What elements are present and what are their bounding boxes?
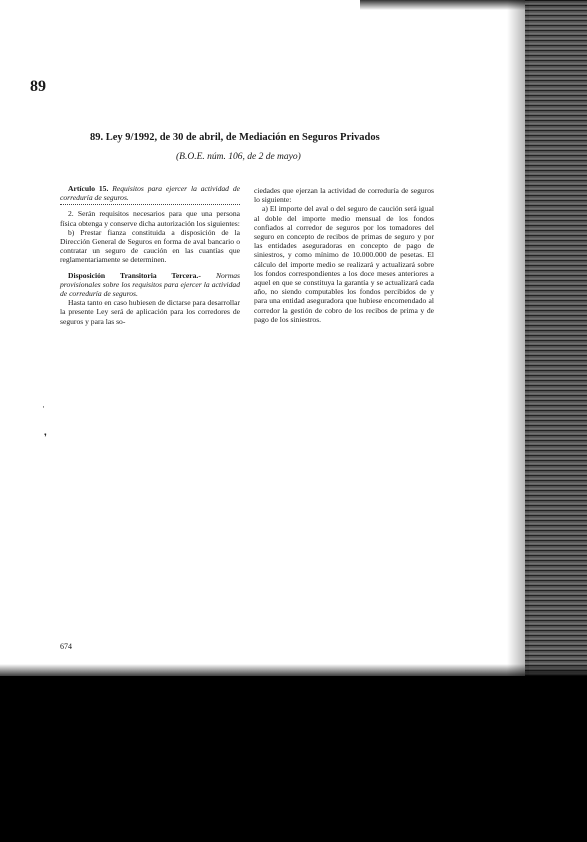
transitional-subtitle: Normas provisionales sobre los requisitos para ejercer la actividad de correduría de seguros. [60, 270, 240, 299]
transitional-heading-line [60, 271, 240, 299]
article-heading: Artículo 15. [68, 184, 109, 193]
article-paragraph-1: 2. Serán requisitos necesarios para que una persona física obtenga y conserve dicha autorización los siguientes: [60, 209, 240, 228]
document-title: 89. Ley 9/1992, de 30 de abril, de Mediación en Seguros Privados [90, 132, 380, 143]
article-subtitle: Requisitos para ejercer la actividad de correduría de seguros. [60, 184, 240, 203]
section-divider [60, 204, 240, 205]
right-paragraph-1: ciedades que ejerzan la actividad de correduría de seguros lo siguiente: [254, 186, 434, 205]
page-number: 674 [60, 642, 72, 651]
left-column [60, 184, 240, 326]
article-heading-line [60, 184, 240, 202]
transitional-heading: Disposición Transitoria Tercera.- [68, 270, 201, 280]
transitional-paragraph-1: Hasta tanto en caso hubiesen de dictarse para desarrollar la presente Ley será de aplicación para los corredores de seguros y para las so- [60, 298, 240, 326]
scan-shadow-bottom [0, 676, 587, 842]
chapter-number: 89 [30, 78, 46, 95]
document-subtitle: (B.O.E. núm. 106, de 2 de mayo) [176, 152, 301, 162]
scan-speck: ❜ [44, 432, 47, 442]
right-column [254, 186, 434, 324]
article-paragraph-2: b) Prestar fianza constituida a disposición de la Dirección General de Seguros en forma de aval bancario o contratar un seguro de caución en las cuantías que reglamentariamente se determinen. [60, 227, 240, 265]
right-paragraph-2: a) El importe del aval o del seguro de caución será igual al doble del importe medio mensual de los fondos confiados al corredor de seguros por los tomadores del seguro en concepto de recibos de primas de seguro y por las entidades aseguradoras en concepto de pago de siniestros, y como mínimo de 10.000.000 de pesetas. El cálculo del importe medio se realizará y actualizará sobre los fondos correspondientes a los doce meses anteriores a aquel en que se constituya la garantía y se actualizará cada año, no siendo computables los fondos percibidos de y para una entidad aseguradora que hubiese encomendado al corredor la gestión de cobro de los recibos de prima y de pago de los siniestros. [254, 204, 434, 324]
scan-speck: · [42, 402, 45, 412]
